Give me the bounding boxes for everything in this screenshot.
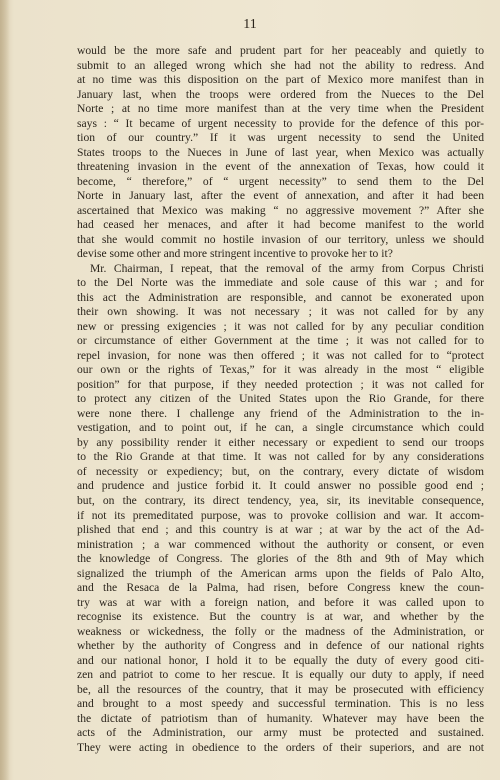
text-line: had ceased her menaces, and after it had become manifest to the world bbox=[77, 218, 484, 232]
text-line: Norte ; at no time more manifest than at the very time when the President bbox=[77, 102, 484, 116]
text-line: or circumstance of either Government at the time ; it was not called for to bbox=[77, 334, 484, 348]
text-line: become, “ therefore,” of “ urgent necessity” to send them to the Del bbox=[77, 174, 484, 188]
text-line: and our national honor, I hold it to be equally the duty of every good citi- bbox=[77, 653, 484, 667]
text-line: recognise its existence. But the country is at war, and whether by the bbox=[77, 610, 484, 624]
text-line: signalized the triumph of the American arms upon the fields of Palo Alto, bbox=[77, 566, 484, 580]
text-line: if not its premeditated purpose, was to provoke collision and war. It accom- bbox=[77, 508, 484, 522]
text-line: repel invasion, for none was then offered ; it was not called for to “protect bbox=[77, 348, 484, 362]
text-line: zen and patriot to come to her rescue. It is equally our duty to apply, if need bbox=[77, 668, 484, 682]
text-line: of necessity or expediency; but, on the contrary, every dictate of wisdom bbox=[77, 464, 484, 478]
text-line: Mr. Chairman, I repeat, that the removal of the army from Corpus Christi bbox=[90, 261, 484, 275]
text-line: the dictate of patriotism than of humanity. Whatever may have been the bbox=[77, 711, 484, 725]
text-line: Norte in January last, after the event of annexation, and after it had been bbox=[77, 189, 484, 203]
text-line: submit to an alleged wrong which she had not the ability to redress. And bbox=[77, 58, 484, 72]
text-line: threatening invasion in the event of the annexation of Texas, how could it bbox=[77, 160, 484, 174]
text-line: at no time was this disposition on the part of Mexico more manifest than in bbox=[77, 73, 484, 87]
text-line: new or pressing exigencies ; it was not called for by any peculiar condition bbox=[77, 319, 484, 333]
body-text bbox=[77, 44, 484, 755]
page-number: 11 bbox=[243, 17, 257, 32]
text-line: ministration ; a war commenced without the authority or consent, or even bbox=[77, 537, 484, 551]
text-line: devise some other and more stringent incentive to provoke her to it? bbox=[77, 247, 393, 261]
text-line: that she would commit no hostile invasion of our territory, unless we should bbox=[77, 232, 484, 246]
text-line: says : “ It became of urgent necessity to provide for the defence of this por- bbox=[77, 116, 484, 130]
text-line: vestigation, and to point out, if he can, a single circumstance which could bbox=[77, 421, 484, 435]
text-line: whether by the authority of Congress and in defence of our national rights bbox=[77, 639, 484, 653]
text-line: plished that end ; and this country is at war ; at war by the act of the Ad- bbox=[77, 523, 484, 537]
text-line: to the Rio Grande at that time. It was not called for by any considerations bbox=[77, 450, 484, 464]
text-line: tion of our country.” If it was urgent necessity to send the United bbox=[77, 131, 484, 145]
text-line: their own showing. It was not necessary ; it was not called for by any bbox=[77, 305, 484, 319]
text-line: by any possibility render it either necessary or expedient to send our troops bbox=[77, 435, 484, 449]
text-line: States troops to the Nueces in June of last year, when Mexico was actually bbox=[77, 145, 484, 159]
text-line: the knowledge of Congress. The glories of the 8th and 9th of May which bbox=[77, 552, 484, 566]
text-line: acts of the Administration, our army must be protected and sustained. bbox=[77, 726, 484, 740]
text-line: our own or the rights of Texas,” for it was already in the most “ eligible bbox=[77, 363, 484, 377]
text-line: weakness or wickedness, the folly or the madness of the Administration, or bbox=[77, 624, 484, 638]
text-line: be, all the resources of the country, that it may be prosecuted with efficiency bbox=[77, 682, 484, 696]
text-line: would be the more safe and prudent part for her peaceably and quietly to bbox=[77, 44, 484, 57]
text-line: position” for that purpose, if they needed protection ; it was not called for bbox=[77, 377, 484, 391]
page-spine-shadow bbox=[0, 0, 10, 780]
text-line: try was at war with a foreign nation, and before it was called upon to bbox=[77, 595, 484, 609]
text-line: but, on the contrary, its direct tendency, yea, sir, its inevitable consequence, bbox=[77, 493, 484, 507]
paragraph bbox=[77, 44, 484, 262]
text-line: and brought to a most speedy and successful termination. This is no less bbox=[77, 697, 484, 711]
text-line: January last, when the troops were ordered from the Nueces to the Del bbox=[77, 87, 484, 101]
text-line: and the Resaca de la Palma, had risen, before Congress knew the coun- bbox=[77, 581, 484, 595]
text-line: to the Del Norte was the immediate and sole cause of this war ; and for bbox=[77, 276, 484, 290]
text-line: were none there. I challenge any friend of the Administration to the in- bbox=[77, 406, 484, 420]
text-line: to protect any citizen of the United States upon the Rio Grande, for there bbox=[77, 392, 484, 406]
text-line: this act the Administration are responsible, and cannot be exonerated upon bbox=[77, 290, 484, 304]
text-line: They were acting in obedience to the orders of their superiors, and are not bbox=[77, 740, 484, 754]
text-line: and prudence and justice forbid it. It could answer no possible good end ; bbox=[77, 479, 484, 493]
paragraph bbox=[77, 262, 484, 756]
text-line: ascertained that Mexico was making “ no aggressive movement ?” After she bbox=[77, 203, 484, 217]
